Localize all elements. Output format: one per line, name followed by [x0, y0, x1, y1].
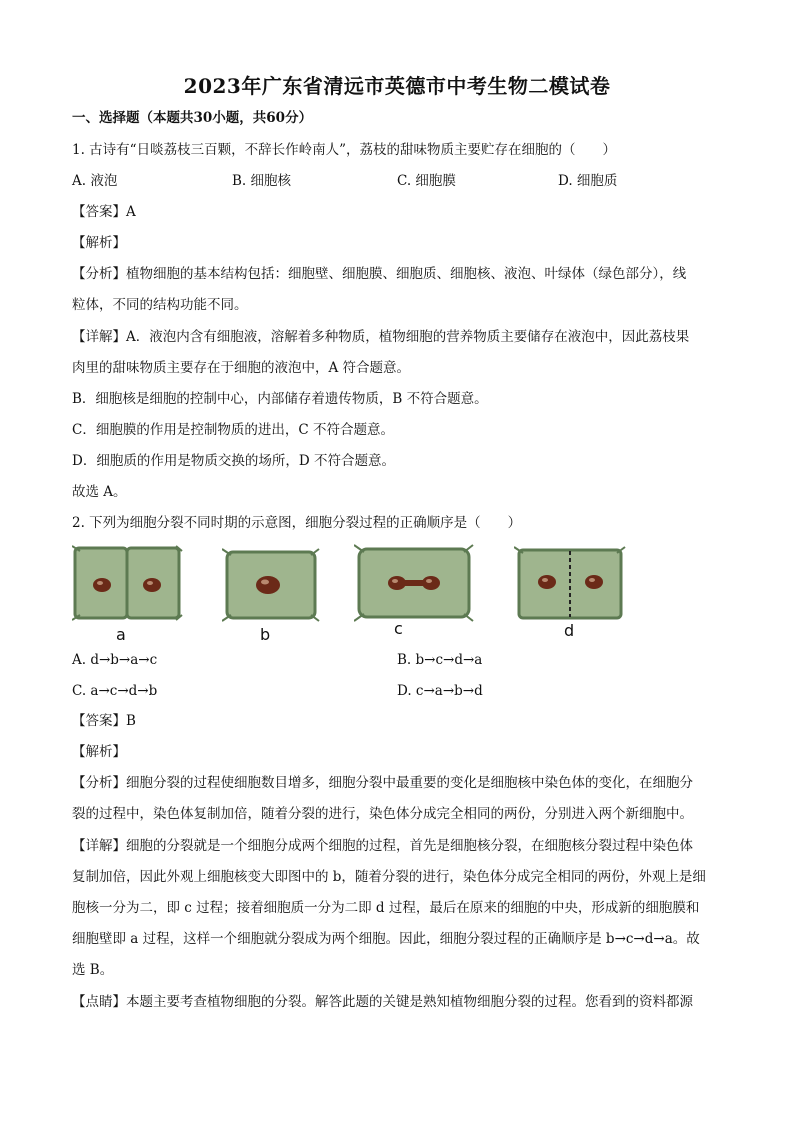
page-title: 2023年广东省清远市英德市中考生物二模试卷 — [183, 74, 611, 98]
q2-xiangjie-line-3: 胞核一分为二，即 c 过程；接着细胞质一分为二即 d 过程，最后在原来的细胞的中央，形成新的细胞膜和 — [72, 900, 700, 916]
q2-option-c: C. a→c→d→b — [72, 683, 158, 699]
q2-option-b: B. b→c→d→a — [397, 652, 483, 668]
q1-option-c: C. 细胞膜 — [397, 173, 456, 189]
q2-fenxi-line-1: 【分析】细胞分裂的过程使细胞数目增多，细胞分裂中最重要的变化是细胞核中染色体的变化，在细胞分 — [72, 775, 693, 791]
question-2-stem: 2. 下列为细胞分裂不同时期的示意图，细胞分裂过程的正确顺序是（ ） — [72, 515, 522, 531]
cell-division-figure — [72, 543, 632, 648]
q2-xiangjie-line-2: 复制加倍，因此外观上细胞核变大即图中的 b，随着分裂的进行，染色体分成完全相同的两份，外观上是细 — [72, 869, 706, 885]
q1-answer: 【答案】A — [72, 204, 136, 220]
q2-dianjing: 【点睛】本题主要考查植物细胞的分裂。解答此题的关键是熟知植物细胞分裂的过程。您看到的资料都源 — [72, 994, 693, 1010]
q2-xiangjie-line-1: 【详解】细胞的分裂就是一个细胞分成两个细胞的过程，首先是细胞核分裂，在细胞核分裂过程中染色体 — [72, 838, 693, 854]
q2-option-d: D. c→a→b→d — [397, 683, 483, 699]
q2-answer: 【答案】B — [72, 713, 136, 729]
cell-a-image — [72, 543, 184, 623]
cell-d-label: d — [564, 621, 575, 640]
q1-line-c: C．细胞膜的作用是控制物质的进出，C 不符合题意。 — [72, 422, 394, 438]
q2-fenxi-line-2: 裂的过程中，染色体复制加倍，随着分裂的进行，染色体分成完全相同的两份，分别进入两个新细胞中。 — [72, 806, 693, 822]
q1-line-d: D．细胞质的作用是物质交换的场所，D 不符合题意。 — [72, 453, 395, 469]
q1-xiangjie-line-2: 肉里的甜味物质主要存在于细胞的液泡中，A 符合题意。 — [72, 360, 411, 376]
q1-fenxi-line-2: 粒体，不同的结构功能不同。 — [72, 297, 248, 313]
cell-c-image — [354, 543, 474, 623]
q2-option-a: A. d→b→a→c — [72, 652, 158, 668]
q2-analysis-label: 【解析】 — [72, 744, 126, 760]
cell-b-label: b — [260, 625, 271, 644]
cell-d-image — [514, 545, 626, 623]
cell-c-label: c — [394, 619, 403, 638]
cell-b-image — [222, 547, 320, 623]
cell-a-label: a — [116, 625, 126, 644]
q1-xiangjie-line-1: 【详解】A．液泡内含有细胞液，溶解着多种物质，植物细胞的营养物质主要储存在液泡中，因此荔枝果 — [72, 329, 690, 345]
q2-xiangjie-line-4: 细胞壁即 a 过程，这样一个细胞就分裂成为两个细胞。因此，细胞分裂过程的正确顺序是 b→c→d→a。故 — [72, 931, 700, 947]
section-heading: 一、选择题（本题共30小题，共60分） — [72, 110, 313, 126]
q2-xiangjie-line-5: 选 B。 — [72, 962, 114, 978]
q1-option-d: D. 细胞质 — [558, 173, 618, 189]
q1-option-a: A. 液泡 — [72, 173, 118, 189]
q1-line-b: B．细胞核是细胞的控制中心，内部储存着遗传物质，B 不符合题意。 — [72, 391, 488, 407]
q1-option-b: B. 细胞核 — [232, 173, 292, 189]
q1-conclusion: 故选 A。 — [72, 484, 127, 500]
q1-analysis-label: 【解析】 — [72, 235, 126, 251]
q1-fenxi-line-1: 【分析】植物细胞的基本结构包括：细胞壁、细胞膜、细胞质、细胞核、液泡、叶绿体（绿色部分），线 — [72, 266, 687, 282]
question-1-stem: 1. 古诗有“日啖荔枝三百颗，不辞长作岭南人”，荔枝的甜味物质主要贮存在细胞的（ ） — [72, 142, 616, 158]
